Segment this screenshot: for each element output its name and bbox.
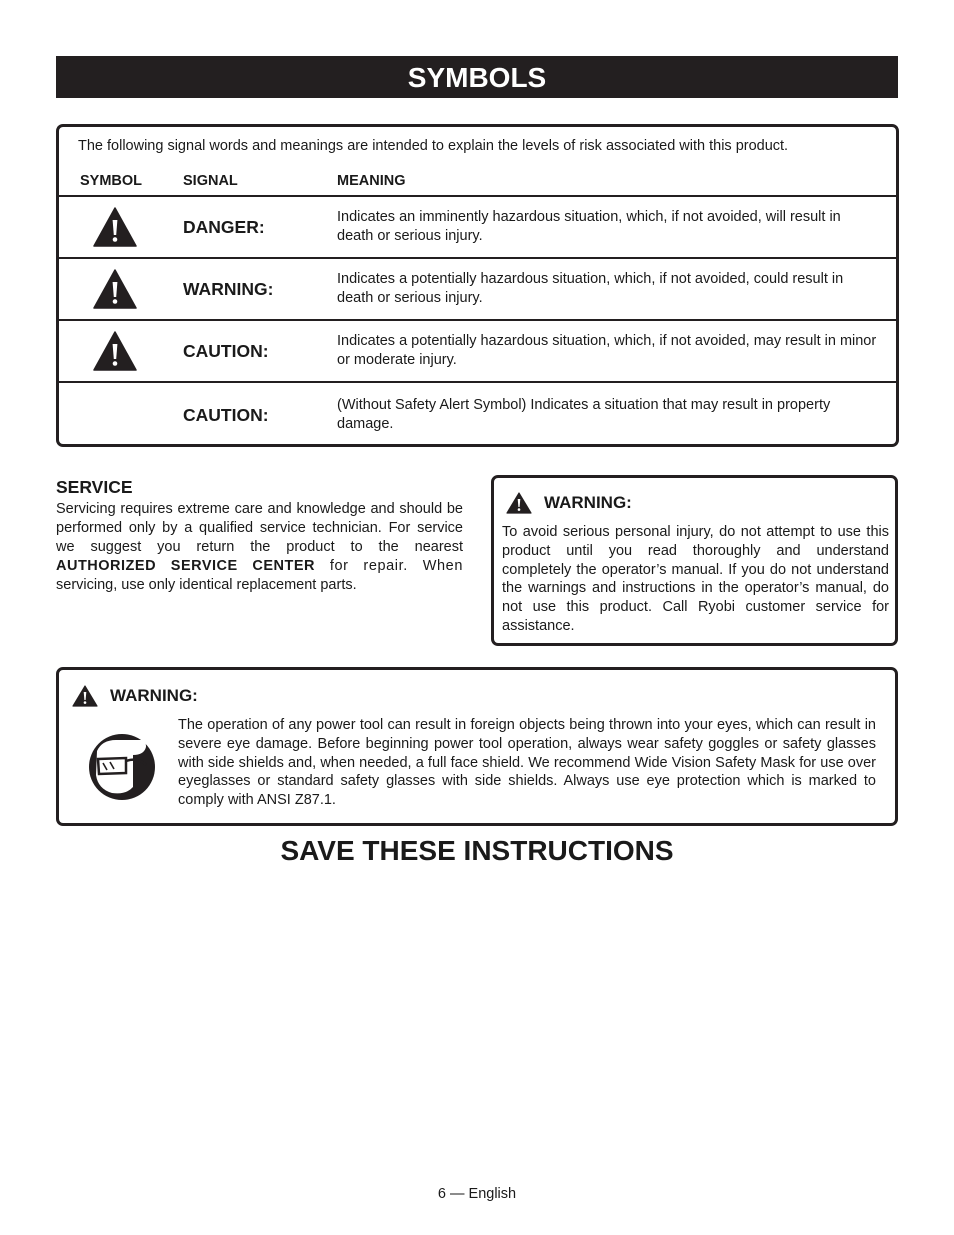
signal-word: CAUTION:	[183, 404, 269, 425]
page-title: SYMBOLS	[56, 56, 898, 98]
safety-alert-icon	[506, 492, 532, 514]
signal-word: CAUTION:	[183, 340, 269, 361]
service-title: SERVICE	[56, 477, 133, 497]
warning-eye-text: The operation of any power tool can result in foreign objects being thrown into your eyes, which can result in severe eye damage. Before beginning power tool operation, always wear safety goggles or safety glasses with side shields and, when needed, a full face shield. We recommend Wide Vision Safety Mask for use over eyeglasses or standard safety glasses with side shields. Always use eye protection which is marked to comply with ANSI Z87.1.	[178, 717, 876, 809]
save-instructions-heading: SAVE THESE INSTRUCTIONS	[280, 835, 674, 866]
warning-manual-text: To avoid serious personal injury, do not attempt to use this product until you read thoroughly and understand completely the operator’s manual. If you do not understand the warnings and instructions in the operator’s manual, do not use this product. Call Ryobi customer service for assistance.	[502, 524, 889, 634]
safety-alert-icon	[93, 331, 137, 371]
signal-meaning: Indicates a potentially hazardous situation, which, if not avoided, may result in minor or moderate injury.	[337, 333, 877, 368]
warning-title	[72, 685, 198, 707]
safety-alert-icon	[93, 269, 137, 309]
page-footer: 6 — English	[437, 1186, 517, 1202]
safety-alert-icon	[72, 685, 98, 707]
header-meaning: MEANING	[337, 173, 406, 189]
warning-label: WARNING:	[110, 686, 198, 705]
signal-word: DANGER:	[183, 216, 265, 237]
table-row	[59, 257, 896, 319]
authorized-service-center: AUTHORIZED SERVICE CENTER	[56, 558, 316, 574]
signal-meaning: Indicates a potentially hazardous situation, which, if not avoided, could result in death or serious injury.	[337, 271, 844, 306]
warning-eye-box	[56, 667, 898, 826]
symbols-table	[56, 124, 899, 447]
header-symbol: SYMBOL	[80, 173, 143, 189]
warning-manual-box	[491, 475, 898, 646]
symbols-intro: The following signal words and meanings are intended to explain the levels of risk associated with this product.	[78, 138, 789, 154]
service-text-part: servicing, use only identical replacement parts.	[56, 577, 357, 593]
safety-alert-icon	[93, 207, 137, 247]
service-text	[56, 500, 463, 595]
header-signal: SIGNAL	[183, 173, 238, 189]
warning-label: WARNING:	[544, 493, 632, 512]
safety-goggles-icon	[86, 731, 158, 803]
signal-meaning: Indicates an imminently hazardous situation, which, if not avoided, will result in death or serious injury.	[337, 209, 841, 244]
signal-meaning: (Without Safety Alert Symbol) Indicates a situation that may result in property damage.	[337, 397, 831, 432]
signal-word: WARNING:	[183, 278, 274, 299]
table-row	[59, 381, 896, 447]
warning-title	[506, 492, 632, 514]
service-text-part: Servicing requires extreme care and knowledge and should be performed only by a qualified service technician. For service we suggest you return the product to the nearest	[56, 501, 463, 555]
service-text-part: for repair. When	[315, 558, 463, 574]
table-row	[59, 319, 896, 381]
table-row	[59, 195, 896, 257]
